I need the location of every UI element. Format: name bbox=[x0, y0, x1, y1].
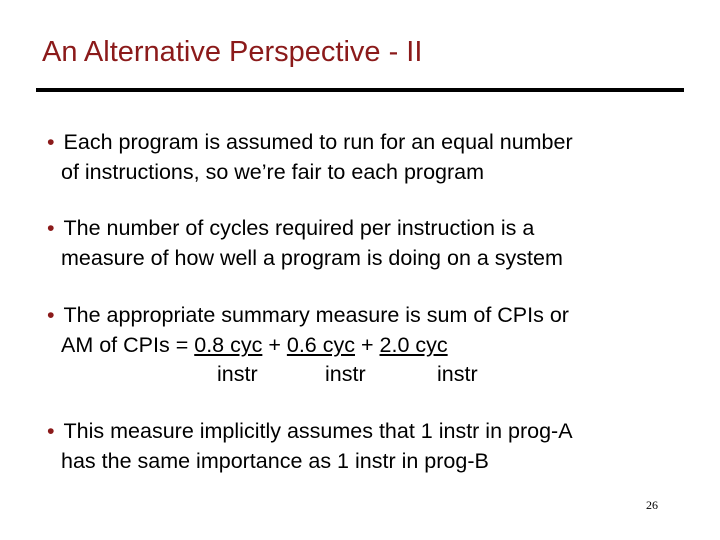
bullet-text: This measure implicitly assumes that 1 instr in prog-A bbox=[63, 419, 573, 443]
bullet-line-1 bbox=[47, 300, 569, 330]
formula-plus-1: + bbox=[262, 333, 287, 357]
bullet-text: Each program is assumed to run for an equal number bbox=[63, 130, 573, 154]
bullet-item-4 bbox=[47, 416, 573, 476]
formula-term-1: 0.8 cyc bbox=[194, 333, 263, 357]
formula-plus-2: + bbox=[355, 333, 380, 357]
bullet-line-1 bbox=[47, 213, 563, 243]
page-number: 26 bbox=[646, 498, 658, 512]
bullet-text: The appropriate summary measure is sum of CPIs or bbox=[63, 303, 569, 327]
bullet-marker: • bbox=[47, 419, 55, 443]
bullet-text-continuation: has the same importance as 1 instr in prog-B bbox=[61, 449, 489, 473]
bullet-item-3 bbox=[47, 300, 569, 360]
slide-title: An Alternative Perspective - II bbox=[42, 36, 423, 68]
bullet-item-2 bbox=[47, 213, 563, 273]
bullet-text: The number of cycles required per instruction is a bbox=[63, 216, 535, 240]
bullet-item-1 bbox=[47, 127, 573, 187]
formula-line bbox=[47, 330, 569, 360]
formula-term-3: 2.0 cyc bbox=[379, 333, 448, 357]
formula-denominator-1: instr bbox=[217, 362, 258, 386]
formula-denominator-3: instr bbox=[437, 362, 478, 386]
bullet-marker: • bbox=[47, 216, 55, 240]
formula-denominator-2: instr bbox=[325, 362, 366, 386]
bullet-marker: • bbox=[47, 303, 55, 327]
formula-prefix: AM of CPIs = bbox=[61, 333, 195, 357]
bullet-line-1 bbox=[47, 416, 573, 446]
title-divider bbox=[36, 88, 684, 92]
bullet-text-continuation: measure of how well a program is doing on a system bbox=[61, 246, 563, 270]
bullet-marker: • bbox=[47, 130, 55, 154]
bullet-text-continuation: of instructions, so we’re fair to each program bbox=[61, 160, 485, 184]
formula-term-2: 0.6 cyc bbox=[286, 333, 355, 357]
bullet-line-1 bbox=[47, 127, 573, 157]
